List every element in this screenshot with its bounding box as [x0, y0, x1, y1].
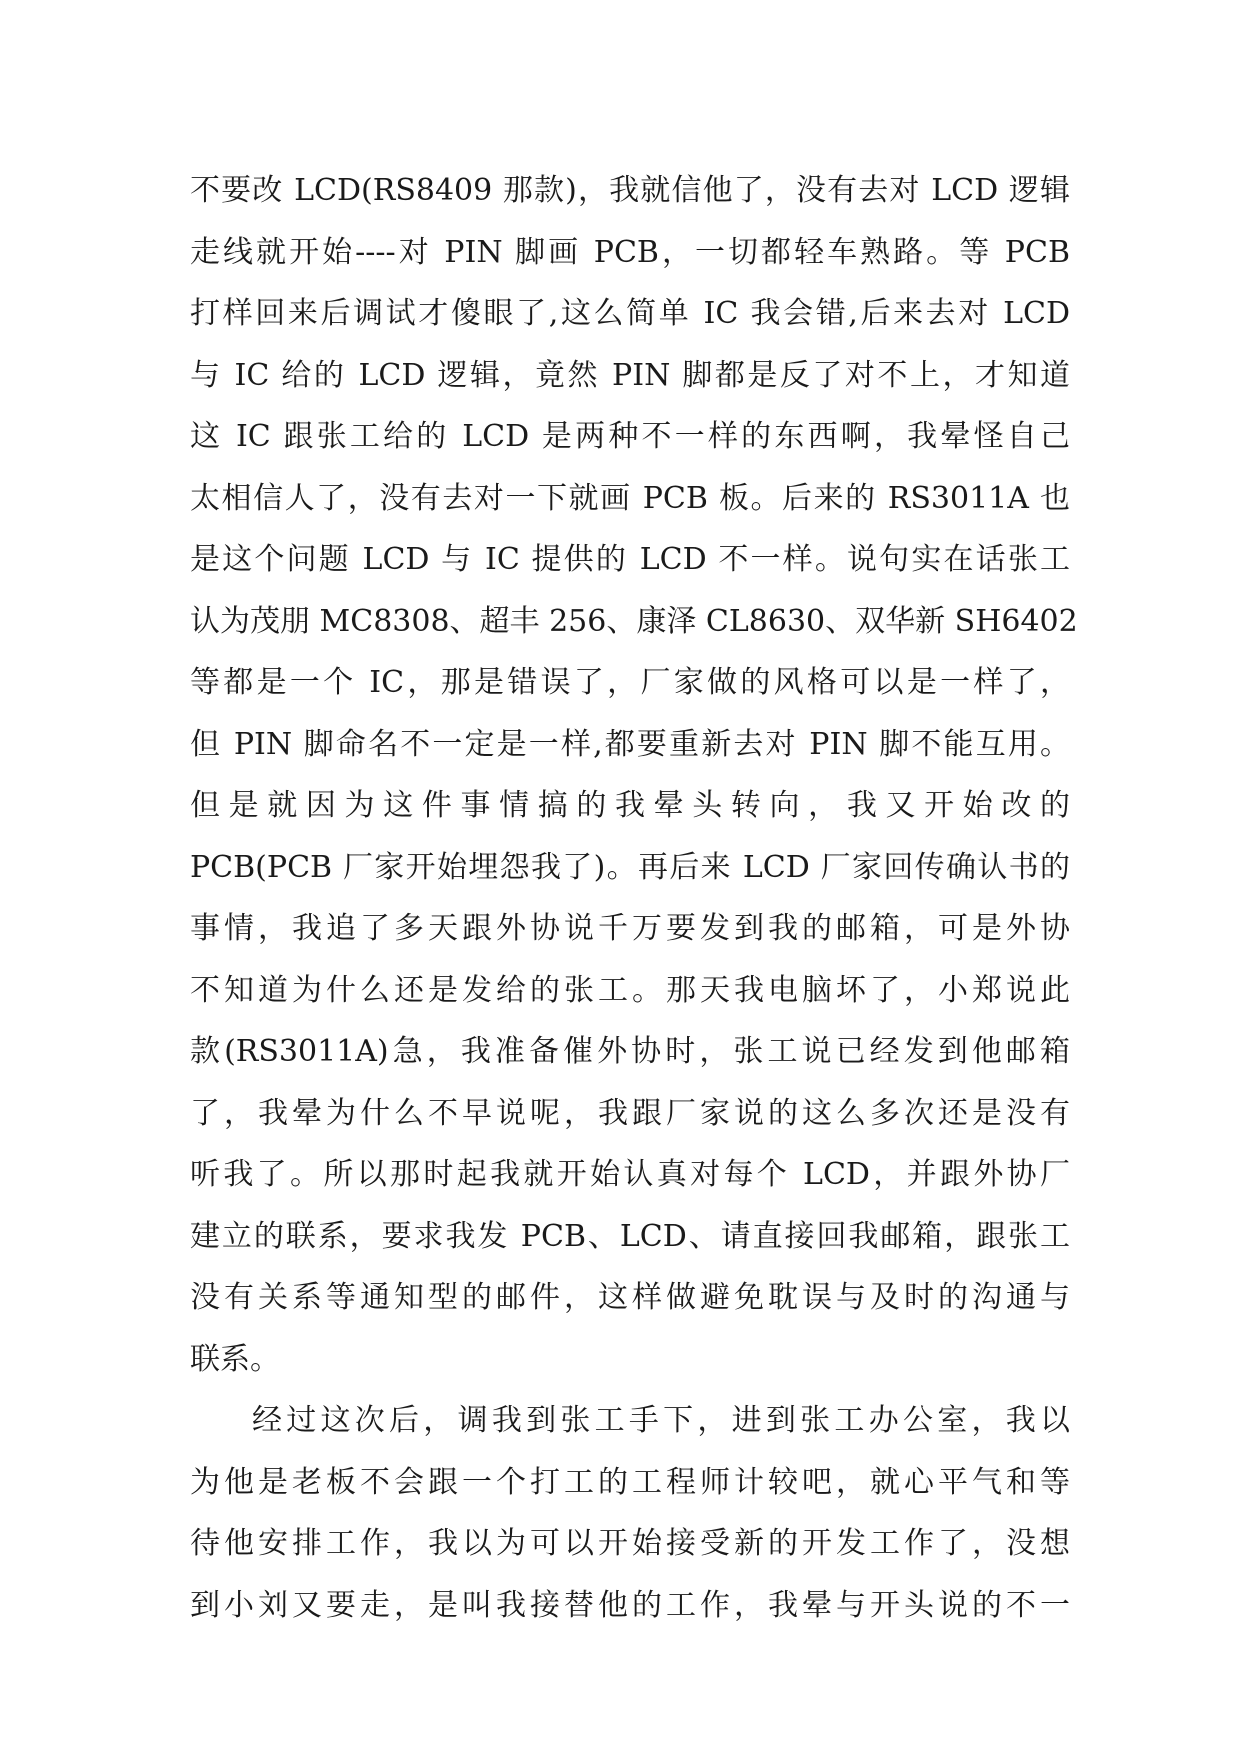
- text-line: 认为茂朋 MC8308、超丰 256、康泽 CL8630、双华新 SH6402: [190, 603, 1078, 639]
- text-line: 是这个问题 LCD 与 IC 提供的 LCD 不一样。说句实在话张工: [190, 542, 1070, 577]
- text-line: 了，我晕为什么不早说呢，我跟厂家说的这么多次还是没有: [190, 1095, 1070, 1131]
- text-line: 但是就因为这件事情搞的我晕头转向，我又开始改的: [190, 788, 1070, 823]
- text-line: 这 IC 跟张工给的 LCD 是两种不一样的东西啊，我晕怪自己: [190, 419, 1070, 454]
- document-body: [190, 160, 1078, 1636]
- text-line: 走线就开始----对 PIN 脚画 PCB，一切都轻车熟路。等 PCB: [190, 234, 1070, 270]
- text-line: 等都是一个 IC，那是错误了，厂家做的风格可以是一样了，: [190, 665, 1070, 700]
- text-line: 不要改 LCD(RS8409 那款)，我就信他了，没有去对 LCD 逻辑: [190, 173, 1070, 208]
- text-line: 事情，我追了多天跟外协说千万要发到我的邮箱，可是外协: [190, 911, 1070, 946]
- text-line: 到小刘又要走，是叫我接替他的工作，我晕与开头说的不一: [190, 1587, 1070, 1623]
- text-line: PCB(PCB 厂家开始埋怨我了)。再后来 LCD 厂家回传确认书的: [190, 849, 1070, 885]
- text-line: 建立的联系，要求我发 PCB、LCD、请直接回我邮箱，跟张工: [190, 1218, 1070, 1254]
- text-line: 听我了。所以那时起我就开始认真对每个 LCD，并跟外协厂: [190, 1157, 1070, 1192]
- text-line: 经过这次后，调我到张工手下，进到张工办公室，我以: [252, 1403, 1070, 1438]
- text-line: 没有关系等通知型的邮件，这样做避免耽误与及时的沟通与: [190, 1280, 1070, 1315]
- text-line: 不知道为什么还是发给的张工。那天我电脑坏了，小郑说此: [190, 972, 1070, 1008]
- text-line: 与 IC 给的 LCD 逻辑，竟然 PIN 脚都是反了对不上，才知道: [190, 357, 1070, 393]
- text-line: 但 PIN 脚命名不一定是一样,都要重新去对 PIN 脚不能互用。: [190, 726, 1070, 762]
- text-line: 联系。: [190, 1341, 280, 1377]
- text-line: 待他安排工作，我以为可以开始接受新的开发工作了，没想: [190, 1526, 1070, 1561]
- text-line: 为他是老板不会跟一个打工的工程师计较吧，就心平气和等: [190, 1464, 1070, 1500]
- text-line: 打样回来后调试才傻眼了,这么简单 IC 我会错,后来去对 LCD: [190, 296, 1070, 331]
- text-line: 太相信人了，没有去对一下就画 PCB 板。后来的 RS3011A 也: [190, 480, 1070, 516]
- text-line: 款(RS3011A)急，我准备催外协时，张工说已经发到他邮箱: [190, 1034, 1070, 1069]
